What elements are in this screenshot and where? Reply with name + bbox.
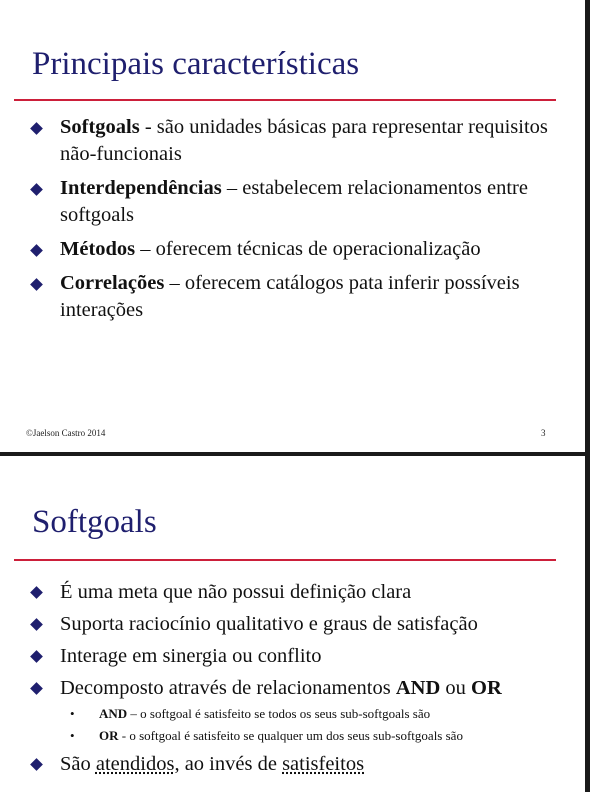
dot-bullet-icon: • [70,706,75,721]
copyright-footer: ©Jaelson Castro 2014 [26,428,106,438]
bullet-item [28,751,575,777]
diamond-bullet-icon [30,758,43,771]
diamond-bullet-icon [30,650,43,663]
term: Softgoals [60,116,140,138]
sub-description: - o softgoal é satisfeito se qualquer um dos seus sub-softgoals são [118,728,463,743]
bullet-text: , ao invés de [174,753,283,775]
bullet-item [28,611,575,637]
diamond-bullet-icon [30,122,43,135]
bullet-list [28,114,575,331]
sub-description: – o softgoal é satisfeito se todos os seus sub-softgoals são [127,706,431,721]
title-divider [14,99,556,101]
bullet-text: Interage em sinergia ou conflito [60,645,322,667]
diamond-bullet-icon [30,618,43,631]
slide-4 [0,456,585,792]
bullet-item [28,236,575,263]
bullet-text: ou [440,677,472,699]
bullet-item [28,675,575,747]
bullet-text: Suporta raciocínio qualitativo e graus de satisfação [60,613,478,635]
bullet-item [28,643,575,669]
term: Métodos [60,238,136,260]
diamond-bullet-icon [30,682,43,695]
bullet-item [28,114,575,168]
diamond-bullet-icon [30,244,43,257]
sub-bullet-item [60,703,575,725]
diamond-bullet-icon [30,278,43,291]
slide-title: Principais características [32,46,360,82]
slide-title: Softgoals [32,504,157,540]
bullet-text: São [60,753,96,775]
description: – oferecem técnicas de operacionalização [135,238,481,260]
bullet-item [28,579,575,605]
diamond-bullet-icon [30,183,43,196]
bullet-text: É uma meta que não possui definição clara [60,581,412,603]
term: Interdependências [60,177,222,199]
sub-bullet-item [60,725,575,747]
bullet-text: Decomposto através de relacionamentos [60,677,396,699]
description: – oferecem catálogos pata inferir possíveis interações [60,272,520,321]
bullet-list [28,579,575,783]
description: - são unidades básicas para representar requisitos não-funcionais [60,116,548,165]
term: Correlações [60,272,165,294]
diamond-bullet-icon [30,586,43,599]
and-keyword: AND [395,677,441,699]
sub-term: OR [99,728,119,743]
bullet-item [28,175,575,229]
title-divider [14,559,556,561]
bullet-item [28,270,575,324]
description: – estabelecem relacionamentos entre softgoals [60,177,528,226]
or-keyword: OR [471,677,502,699]
highlighted-word: satisfeitos [282,753,365,775]
highlighted-word: atendidos [95,753,175,775]
dot-bullet-icon: • [70,728,75,743]
sub-bullet-list [60,703,575,747]
page-number: 3 [541,428,546,438]
sub-term: AND [99,706,128,721]
